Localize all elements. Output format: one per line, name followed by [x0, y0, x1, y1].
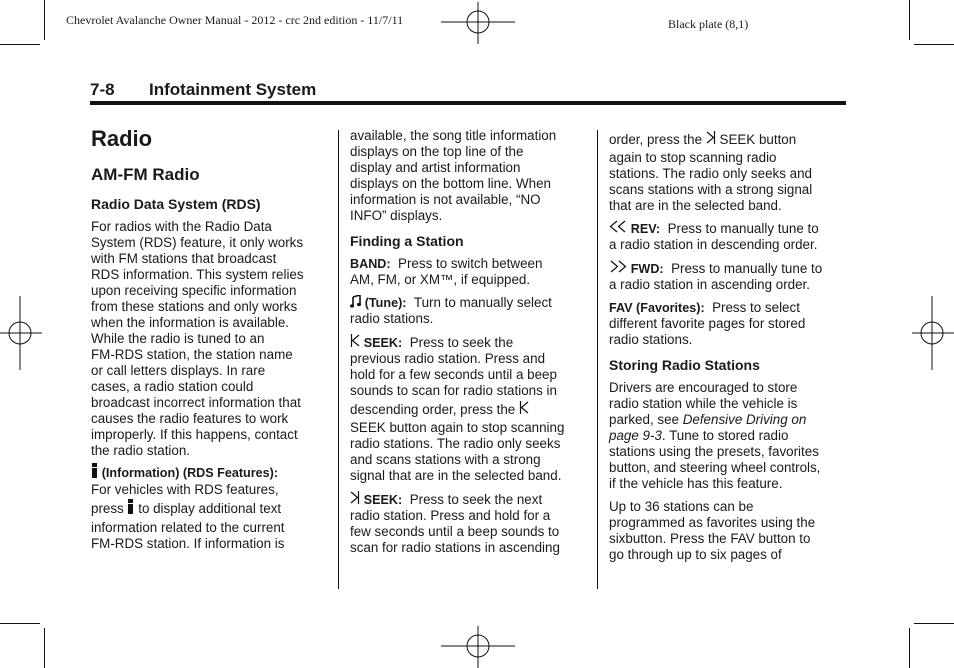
text-line: Up to 36 stations can be — [609, 499, 754, 514]
cross-reference-link[interactable]: Defensive Driving on — [682, 412, 807, 427]
seek-back-icon — [519, 401, 529, 414]
cross-reference-page[interactable]: page 9-3 — [609, 428, 662, 443]
seek-forward-label: SEEK: — [363, 493, 403, 507]
fav-paragraph — [609, 300, 849, 348]
text-line: scans stations with a strong signal — [609, 182, 813, 197]
text-line: when the information is available. — [91, 315, 289, 330]
text-line: FM-RDS station. If information is — [91, 536, 285, 551]
text-fragment: parked, see — [609, 412, 679, 427]
text-fragment: press — [91, 501, 124, 516]
text-fragment: Press to manually tune to — [671, 261, 823, 276]
column-3 — [609, 130, 849, 563]
text-fragment: Press to manually tune to — [667, 221, 819, 236]
continued-paragraph — [350, 128, 590, 224]
text-line: sixbutton. Press the FAV button to — [609, 531, 811, 546]
info-label: (Information) (RDS Features): — [101, 466, 279, 480]
subheading-rds: Radio Data System (RDS) — [91, 196, 261, 212]
text-line: radio station. Press and hold for a — [350, 508, 551, 523]
text-fragment: order, press the — [609, 132, 703, 147]
text-line: the radio station. — [91, 443, 191, 458]
text-line: if the vehicle has this feature. — [609, 476, 783, 491]
text-fragment: . Tune to stored radio — [661, 428, 789, 443]
text-line: signal that are in the selected band. — [350, 468, 562, 483]
crop-mark — [0, 44, 40, 45]
text-line: Drivers are encouraged to store — [609, 380, 798, 395]
text-line: stations. The radio only seeks and — [609, 166, 812, 181]
info-paragraph — [91, 463, 331, 552]
registration-mark-icon — [441, 626, 515, 668]
text-line: from these stations and only works — [91, 299, 298, 314]
text-line: hold for a few seconds until a beep — [350, 367, 557, 382]
text-line: information related to the current — [91, 520, 285, 535]
rev-paragraph — [609, 220, 849, 253]
text-line: upon receiving specific information — [91, 283, 297, 298]
crop-mark — [914, 623, 954, 624]
column-1 — [91, 126, 331, 552]
seek-back-icon — [350, 334, 360, 347]
text-fragment: Press to seek the next — [409, 492, 543, 507]
text-line: displays on the top line of the — [350, 144, 524, 159]
text-fragment: Press to seek the — [409, 335, 514, 350]
text-line: While the radio is tuned to an — [91, 331, 265, 346]
seek-back-paragraph — [350, 334, 590, 484]
column-divider — [338, 130, 339, 589]
rds-paragraph — [91, 219, 331, 459]
text-line: that are in the selected band. — [609, 198, 782, 213]
text-line: improperly. If this happens, contact — [91, 427, 298, 442]
info-icon — [91, 463, 98, 478]
text-line: few seconds until a beep sounds to — [350, 524, 560, 539]
text-line: AM, FM, or XM™, if equipped. — [350, 272, 531, 287]
crop-mark — [44, 628, 45, 668]
text-line: SEEK button again to stop scanning — [350, 420, 565, 435]
text-line: radio stations. — [350, 311, 434, 326]
plate-label: Black plate (8,1) — [668, 17, 749, 31]
text-fragment: descending order, press the — [350, 402, 516, 417]
text-line: different favorite pages for stored — [609, 316, 806, 331]
text-line: available, the song title information — [350, 128, 557, 143]
section-title: Infotainment System — [149, 80, 317, 99]
text-fragment: SEEK button — [719, 132, 797, 147]
text-line: again to stop scanning radio — [609, 150, 777, 165]
text-line: causes the radio features to work — [91, 411, 289, 426]
registration-mark-icon — [0, 296, 42, 370]
crop-mark — [909, 0, 910, 40]
band-paragraph — [350, 256, 590, 288]
text-line: For radios with the Radio Data — [91, 219, 272, 234]
subheading-storing-stations: Storing Radio Stations — [609, 357, 760, 373]
text-line: RDS information. This system relies — [91, 267, 304, 282]
fwd-label: FWD: — [630, 262, 664, 276]
text-fragment: to display additional text — [138, 501, 282, 516]
text-line: stations using the presets, favorites — [609, 444, 819, 459]
subheading-finding-station: Finding a Station — [350, 233, 464, 249]
text-line: or call letters displays. In rare — [91, 363, 266, 378]
rewind-icon — [609, 220, 627, 233]
seek-forward-icon — [350, 491, 360, 504]
seek-forward-paragraph — [350, 491, 590, 556]
fast-forward-icon — [609, 260, 627, 273]
text-line: button, and steering wheel controls, — [609, 460, 821, 475]
text-line: programmed as favorites using the — [609, 515, 816, 530]
page-title: Radio — [91, 126, 153, 151]
column-divider — [597, 130, 598, 589]
text-line: display and artist information — [350, 160, 521, 175]
text-line: go through up to six pages of — [609, 547, 782, 562]
seek-back-label: SEEK: — [363, 336, 403, 350]
text-line: cases, a radio station could — [91, 379, 254, 394]
text-line: INFO” displays. — [350, 208, 443, 223]
column-2 — [350, 128, 590, 556]
text-line: information is not available, “NO — [350, 192, 541, 207]
print-header: Chevrolet Avalanche Owner Manual - 2012 - crc 2nd edition - 11/7/11 — [66, 13, 404, 27]
seek-forward-icon — [706, 131, 716, 144]
registration-mark-icon — [441, 2, 515, 44]
section-number: 7-8 — [90, 80, 115, 99]
text-line: FM-RDS station, the station name — [91, 347, 293, 362]
favorites-paragraph — [609, 499, 849, 563]
text-line: radio station while the vehicle is — [609, 396, 798, 411]
text-line: sounds to scan for radio stations in — [350, 383, 557, 398]
text-line: and scans stations with a strong — [350, 452, 541, 467]
text-line: radio stations. The radio only seeks — [350, 436, 561, 451]
crop-mark — [909, 628, 910, 668]
rev-label: REV: — [630, 222, 661, 236]
music-note-icon — [350, 295, 361, 308]
text-line: radio stations. — [609, 332, 693, 347]
text-line: a radio station in ascending order. — [609, 277, 810, 292]
text-line: displays on the bottom line. When — [350, 176, 551, 191]
subheading-am-fm: AM-FM Radio — [91, 165, 200, 184]
text-line: a radio station in descending order. — [609, 237, 818, 252]
text-line: broadcast incorrect information that — [91, 395, 301, 410]
section-rule — [90, 101, 846, 105]
order-paragraph — [609, 130, 849, 214]
text-line: scan for radio stations in ascending — [350, 540, 560, 555]
text-line: System (RDS) feature, it only works — [91, 235, 304, 250]
info-icon — [127, 499, 134, 514]
fwd-paragraph — [609, 260, 849, 293]
crop-mark — [0, 623, 40, 624]
registration-mark-icon — [912, 296, 954, 370]
tune-label: (Tune): — [364, 296, 407, 310]
tune-paragraph — [350, 295, 590, 327]
crop-mark — [44, 0, 45, 40]
text-line: with FM stations that broadcast — [91, 251, 277, 266]
crop-mark — [914, 44, 954, 45]
text-fragment: Press to select — [712, 300, 800, 315]
text-line: For vehicles with RDS features, — [91, 482, 279, 497]
text-fragment: Turn to manually select — [413, 295, 552, 310]
band-label: BAND: — [350, 257, 391, 271]
text-line: previous radio station. Press and — [350, 351, 546, 366]
fav-label: FAV (Favorites): — [609, 301, 705, 315]
storing-paragraph — [609, 380, 849, 492]
text-fragment: Press to switch between — [398, 256, 543, 271]
